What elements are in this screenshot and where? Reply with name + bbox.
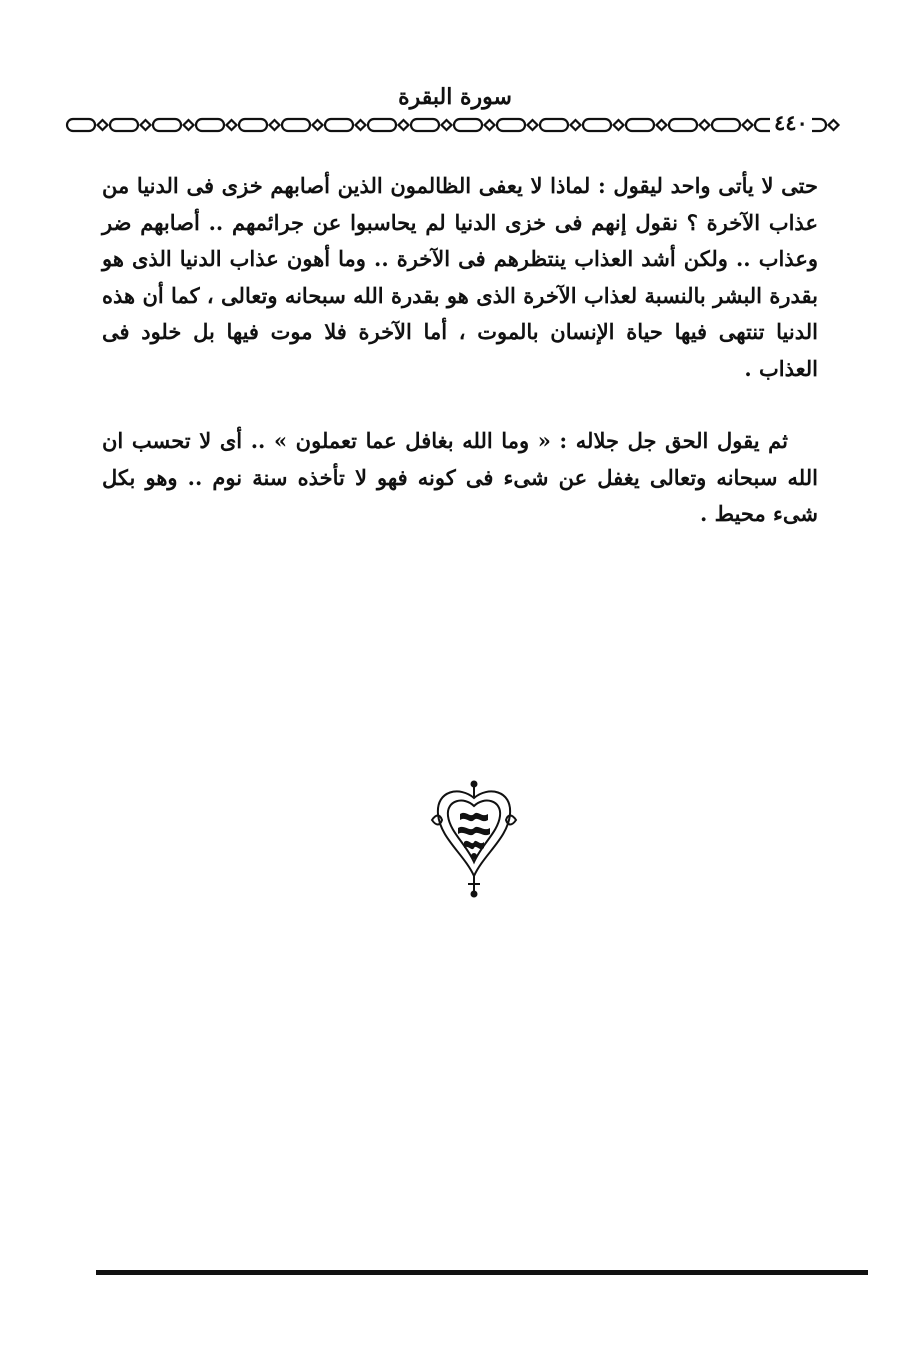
chain-diamond: [98, 120, 108, 130]
chain-link: [153, 119, 181, 131]
chain-link: [67, 119, 95, 131]
floral-vignette-icon: [430, 780, 518, 898]
chain-link: [411, 119, 439, 131]
paragraph: ثم يقول الحق جل جلاله : « وما الله بغافل عما تعملون » .. أى لا تحسب ان الله سبحانه وتعالى يغفل عن شىء فى كونه فهو لا تأخذه سنة نوم .. وهو بكل شىء محيط .: [102, 428, 818, 526]
chain-diamond: [528, 120, 538, 130]
chain-diamond: [614, 120, 624, 130]
chain-diamond: [399, 120, 409, 130]
chain-diamond: [485, 120, 495, 130]
surah-title: سورة البقرة: [398, 84, 512, 110]
chain-link: [110, 119, 138, 131]
chain-diamond: [313, 120, 323, 130]
chain-link: [712, 119, 740, 131]
chain-link: [540, 119, 568, 131]
chain-link: [583, 119, 611, 131]
page-number: ٤٤٠: [770, 110, 812, 136]
chain-diamond: [356, 120, 366, 130]
chain-link: [626, 119, 654, 131]
chain-diamond: [442, 120, 452, 130]
chain-link: [282, 119, 310, 131]
chain-link: [454, 119, 482, 131]
chain-ornament-band: [65, 114, 860, 136]
body-text: [102, 168, 818, 533]
chain-link: [239, 119, 267, 131]
chain-link: [196, 119, 224, 131]
chain-link: [325, 119, 353, 131]
chain-diamond: [829, 120, 839, 130]
paragraph: حتى لا يأتى واحد ليقول : لماذا لا يعفى الظالمون الذين أصابهم خزى فى الدنيا من عذاب الآخرة ؟ نقول إنهم فى خزى الدنيا لم يحاسبوا عن جرائمهم .. أصابهم ضر وعذاب .. ولكن أشد العذاب ينتظرهم فى الآخرة .. وما أهون عذاب الدنيا الذى هو بقدرة البشر بالنسبة لعذاب الآخرة الذى هو بقدرة الله سبحانه وتعالى ، كما أن هذه الدنيا تنتهى فيها حياة الإنسان بالموت ، أما الآخرة فلا موت فيها بل خلود فى العذاب .: [102, 173, 819, 381]
chain-diamond: [270, 120, 280, 130]
chain-diamond: [657, 120, 667, 130]
chain-diamond: [571, 120, 581, 130]
chain-diamond: [184, 120, 194, 130]
chain-diamond: [700, 120, 710, 130]
chain-diamond: [743, 120, 753, 130]
footer-rule: [96, 1270, 868, 1275]
chain-diamond: [227, 120, 237, 130]
chain-link: [669, 119, 697, 131]
chain-link: [368, 119, 396, 131]
chain-diamond: [141, 120, 151, 130]
chain-link: [497, 119, 525, 131]
